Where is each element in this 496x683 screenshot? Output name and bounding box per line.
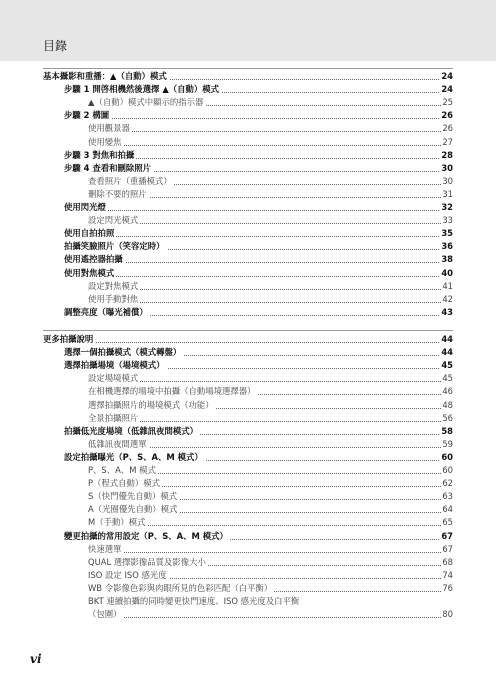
toc-entry-title: 設定場境模式 (88, 373, 139, 384)
toc-entry[interactable] (0, 346, 496, 359)
toc-entry-title: （包圍） (88, 609, 122, 620)
toc-entry[interactable] (0, 267, 496, 280)
toc-entry[interactable] (0, 136, 496, 149)
toc-leader-dots (43, 342, 441, 343)
toc-entry-page: 32 (441, 202, 453, 212)
toc-entry-page: 31 (442, 188, 453, 199)
toc-entry[interactable] (0, 306, 496, 319)
toc-entry-title: 使用手動對焦 (88, 293, 139, 304)
section-divider (43, 330, 453, 331)
toc-entry-page: 45 (441, 360, 453, 371)
toc-entry-title: 設定閃光模式 (88, 215, 139, 226)
toc-entry-title: P（程式自動）模式 (88, 478, 161, 489)
toc-entry[interactable] (0, 464, 496, 477)
toc-entry-title: 步驟 3 對焦和拍攝 (64, 149, 135, 160)
toc-entry[interactable] (0, 293, 496, 306)
toc-entry-title: 低雜訊夜間選單 (88, 438, 147, 449)
toc-entry[interactable] (0, 490, 496, 503)
toc-entry[interactable] (0, 109, 496, 122)
toc-entry-title: S（快門優先自動）模式 (88, 491, 178, 502)
toc-entry-page: 30 (441, 162, 453, 173)
toc-leader-dots (88, 381, 441, 382)
toc-leader-dots (88, 421, 441, 422)
toc-entry-page: 38 (441, 254, 453, 265)
toc-entry-title: 使用自拍拍照 (64, 228, 115, 239)
toc-entry-page: 46 (442, 386, 453, 397)
toc-entry[interactable] (0, 425, 496, 438)
toc-entry[interactable] (0, 399, 496, 412)
toc-entry-page: 25 (442, 97, 453, 108)
toc-entry-title: 在相機選擇的場境中拍攝（自動場境選擇器） (88, 386, 256, 397)
toc-entry-page: 48 (442, 399, 453, 410)
toc-entry-title: 設定對焦模式 (88, 280, 139, 291)
toc-leader-dots (88, 223, 441, 224)
toc-leader-dots (88, 131, 441, 132)
toc-entry[interactable] (0, 149, 496, 162)
toc-entry-page: 67 (442, 543, 453, 554)
toc-entry-title: M（手動）模式 (88, 517, 146, 528)
toc-entry[interactable] (0, 530, 496, 543)
toc-entry[interactable] (0, 516, 496, 529)
toc-entry[interactable] (0, 608, 496, 621)
toc-entry[interactable] (0, 333, 496, 346)
toc-entry-title: A（光圈優先自動）模式 (88, 504, 178, 515)
toc-entry-title: 選擇一個拍攝模式（模式轉盤） (64, 347, 182, 358)
toc-entry[interactable] (0, 359, 496, 372)
toc-entry-page: 60 (441, 451, 453, 462)
toc-entry-page: 74 (442, 569, 453, 580)
toc-entry-title: 使用遙控器拍攝 (64, 254, 123, 265)
page-header (0, 0, 496, 61)
toc-leader-dots (88, 617, 441, 618)
toc-entry-title: 調整亮度（曝光補償） (64, 306, 148, 317)
toc-entry[interactable] (0, 582, 496, 595)
toc-entry-page: 65 (442, 517, 453, 528)
toc-entry-page: 62 (442, 478, 453, 489)
toc-entry-page: 36 (441, 241, 453, 252)
toc-entry-title: 使用變焦 (88, 136, 122, 147)
toc-entry-page: 64 (442, 504, 453, 515)
toc-leader-dots (88, 289, 441, 290)
toc-entry-title: P、S、A、M 模式 (88, 465, 156, 475)
toc-entry-page: 41 (442, 280, 453, 291)
toc-entry-page: 68 (442, 556, 453, 567)
toc-entry[interactable] (0, 122, 496, 135)
toc-entry-title: ISO 設定 ISO 感光度 (88, 569, 167, 580)
toc-entry-page: 26 (441, 110, 453, 121)
toc-entry-title: 使用閃光燈 (64, 202, 106, 212)
toc-entry[interactable] (0, 372, 496, 385)
toc-entry-page: 24 (441, 84, 453, 95)
toc-entry-title: 選擇拍攝場境（場境模式） (64, 360, 165, 371)
toc-entry-page: 60 (442, 465, 453, 475)
toc-entry[interactable] (0, 240, 496, 253)
toc-leader-dots (64, 118, 441, 119)
toc-leader-dots (88, 302, 441, 303)
toc-entry-title: 全景拍攝照片 (88, 412, 139, 423)
toc-entry-title: 快速選單 (88, 543, 122, 554)
toc-entry-page: 45 (442, 373, 453, 384)
toc-entry[interactable] (0, 70, 496, 83)
toc-entry-page: 42 (442, 293, 453, 304)
toc-entry[interactable] (0, 83, 496, 96)
toc-entry-page: 33 (442, 215, 453, 226)
toc-entry-page: 80 (442, 609, 453, 620)
toc-entry[interactable] (0, 280, 496, 293)
toc-entry-page: 43 (441, 306, 453, 317)
toc-entry-title: 選擇拍攝照片的場境模式（功能） (88, 399, 214, 410)
toc-entry-title: WB 令影像色彩與肉眼所見的色彩匹配（白平衡） (88, 582, 273, 593)
toc-entry-title: 使用觀景器 (88, 123, 130, 134)
toc-entry-page: 67 (441, 530, 453, 541)
toc-entry-title: ▲（自動）模式中顯示的指示器 (88, 97, 204, 108)
toc-entry[interactable] (0, 96, 496, 109)
toc-entry-title: 步驟 4 查看和刪除照片 (64, 162, 152, 173)
toc-entry[interactable] (0, 227, 496, 240)
toc-entry-title: 設定拍攝曝光（P、S、A、M 模式） (64, 451, 203, 462)
toc-entry-page: 44 (441, 347, 453, 358)
toc-entry[interactable] (0, 412, 496, 425)
toc-leader-dots (64, 210, 441, 211)
section-divider (43, 68, 453, 69)
toc-entry[interactable] (0, 175, 496, 188)
toc-entry-title: 拍攝低光度場境（低雜訊夜間模式） (64, 425, 198, 436)
toc-entry-title: 更多拍攝說明 (43, 334, 94, 344)
toc-entry-page: 26 (442, 123, 453, 134)
toc-leader-dots (64, 276, 441, 277)
toc-entry-page: 44 (441, 334, 453, 344)
toc-entry[interactable] (0, 503, 496, 516)
toc-entry-title: 步驟 1 開啓相機然後選擇 ▲（自動）模式 (64, 84, 220, 95)
toc-entry-page: 24 (441, 71, 453, 81)
toc-leader-dots (64, 236, 441, 237)
toc-entry-page: 40 (441, 267, 453, 278)
toc-entry-page: 30 (442, 175, 453, 186)
toc-entry-page: 76 (442, 582, 453, 593)
toc-entry-title: 使用對焦模式 (64, 267, 115, 278)
toc-entry-title: 基本攝影和重播：▲（自動）模式 (43, 71, 167, 81)
toc-entry-page: 63 (442, 491, 453, 502)
toc-entry-title: 刪除不要的照片 (88, 188, 147, 199)
toc-entry[interactable] (0, 201, 496, 214)
toc-entry-title: 拍攝笑臉照片（笑容定時） (64, 241, 165, 252)
toc-entry-title: 步驟 2 構圖 (64, 110, 110, 121)
toc-entry-page: 59 (442, 438, 453, 449)
toc-entry[interactable] (0, 569, 496, 582)
toc-entry-page: 27 (442, 136, 453, 147)
toc-entry[interactable] (0, 162, 496, 175)
toc-entry-page: 35 (441, 228, 453, 239)
toc-entry[interactable] (0, 556, 496, 569)
toc-entry[interactable] (0, 451, 496, 464)
toc-entry-title: BKT 連續拍攝的同時變更快門速度、ISO 感光度及白平衡 (88, 596, 300, 606)
toc-entry[interactable] (0, 595, 496, 608)
toc-entry[interactable] (0, 188, 496, 201)
toc-leader-dots (88, 145, 441, 146)
toc-entry-title: QUAL 選擇影像品質及影像大小 (88, 556, 206, 567)
toc-entry[interactable] (0, 477, 496, 490)
toc-entry[interactable] (0, 543, 496, 556)
toc-entry-page: 56 (442, 412, 453, 423)
toc-entry-title: 查看照片（重播模式） (88, 175, 172, 186)
toc-entry[interactable] (0, 253, 496, 266)
toc-entry-title: 變更拍攝的常用設定（P、S、A、M 模式） (64, 530, 228, 541)
toc-entry[interactable] (0, 214, 496, 227)
page-number: vi (30, 652, 42, 666)
toc-entry[interactable] (0, 385, 496, 398)
header-title: 目錄 (43, 39, 68, 53)
toc-entry-page: 28 (441, 149, 453, 160)
toc-entry-page: 58 (441, 425, 453, 436)
toc-leader-dots (88, 552, 441, 553)
toc-entry[interactable] (0, 438, 496, 451)
